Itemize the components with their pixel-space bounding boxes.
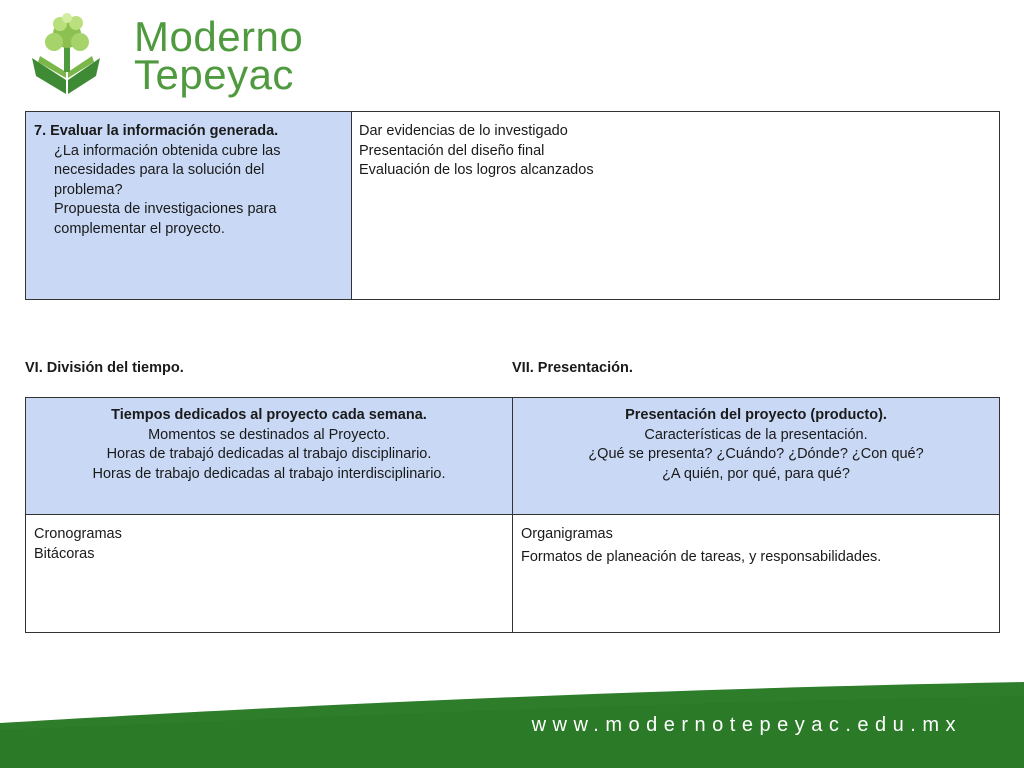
- time-header-line: Horas de trabajó dedicadas al trabajo disciplinario.: [106, 446, 432, 462]
- evaluation-evidence-cell: [352, 112, 1000, 300]
- time-body-line: Cronogramas: [34, 526, 122, 542]
- evaluation-step-line: necesidades para la solución del: [54, 162, 265, 178]
- presentation-body-line: Formatos de planeación de tareas, y responsabilidades.: [521, 548, 882, 565]
- evaluation-step-title: 7. Evaluar la información generada.: [34, 123, 279, 139]
- presentation-header-title: Presentación del proyecto (producto).: [625, 407, 887, 423]
- evaluation-evidence-line: Presentación del diseño final: [359, 142, 545, 159]
- section-title-vii: VII. Presentación.: [512, 360, 633, 376]
- brand-line-2: Tepeyac: [134, 51, 294, 98]
- time-presentation-table: [25, 397, 1000, 633]
- evaluation-step-line: problema?: [54, 181, 123, 198]
- time-header-title: Tiempos dedicados al proyecto cada semana.: [111, 407, 427, 423]
- presentation-header-cell: [513, 398, 1000, 515]
- evaluation-evidence-line: Dar evidencias de lo investigado: [359, 123, 568, 139]
- evaluation-table: [25, 111, 1000, 300]
- presentation-header-line: ¿A quién, por qué, para qué?: [662, 465, 850, 482]
- evaluation-evidence-line: Evaluación de los logros alcanzados: [359, 162, 594, 178]
- time-header-line: Momentos se destinados al Proyecto.: [148, 426, 390, 443]
- website-url-link[interactable]: www.modernotepeyac.edu.mx: [531, 714, 962, 736]
- evaluation-step-cell: [26, 112, 352, 300]
- time-header-cell: [26, 398, 513, 515]
- brand-name: [134, 13, 304, 98]
- brand-line-1: Moderno: [134, 13, 304, 60]
- moderno-tepeyac-logo: [26, 10, 316, 100]
- time-header-line: Horas de trabajo dedicadas al trabajo interdisciplinario.: [92, 465, 446, 482]
- presentation-header-line: ¿Qué se presenta? ¿Cuándo? ¿Dónde? ¿Con qué?: [588, 446, 924, 462]
- evaluation-step-line: ¿La información obtenida cubre las: [54, 142, 281, 159]
- presentation-body-line: Organigramas: [521, 526, 613, 542]
- tree-logo-icon: [26, 10, 126, 100]
- evaluation-step-line: complementar el proyecto.: [54, 220, 225, 237]
- section-title-vi: VI. División del tiempo.: [25, 360, 184, 376]
- presentation-header-line: Características de la presentación.: [644, 426, 868, 443]
- time-body-cell: [26, 515, 513, 633]
- time-body-line: Bitácoras: [34, 545, 95, 562]
- evaluation-step-line: Propuesta de investigaciones para: [54, 201, 277, 217]
- presentation-body-cell: [513, 515, 1000, 633]
